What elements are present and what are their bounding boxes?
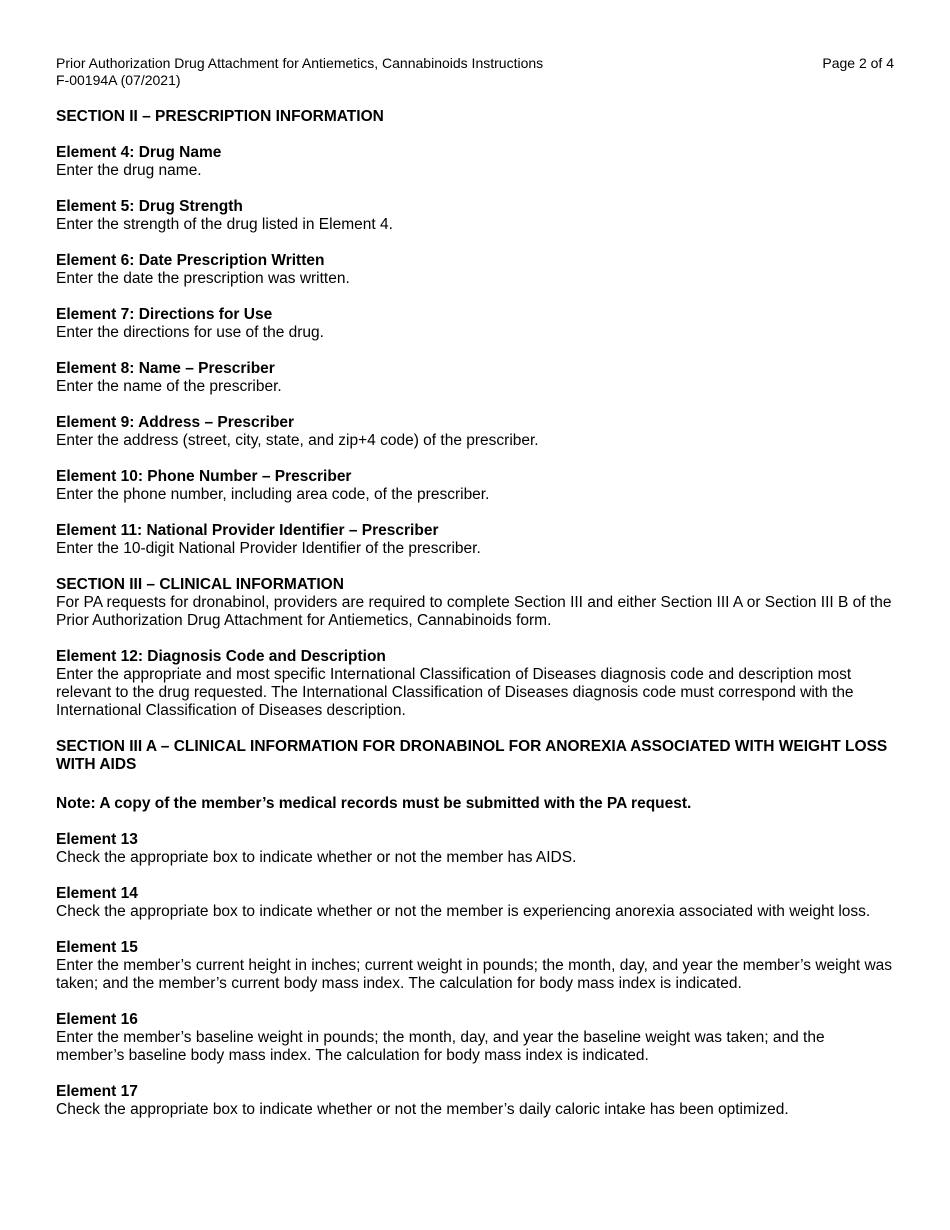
element-12-title: Element 12: Diagnosis Code and Description: [56, 648, 386, 665]
page-number: Page 2 of 4: [822, 55, 894, 71]
medical-records-note: Note: A copy of the member’s medical records must be submitted with the PA request.: [56, 795, 692, 812]
element-17-title: Element 17: [56, 1083, 138, 1100]
element-17-text: Check the appropriate box to indicate whether or not the member’s daily caloric intake has been optimized.: [56, 1101, 789, 1118]
element-12-block: [56, 648, 894, 720]
element-6-text: Enter the date the prescription was written.: [56, 270, 350, 287]
element-9-text: Enter the address (street, city, state, and zip+4 code) of the prescriber.: [56, 432, 539, 449]
element-5-block: [56, 198, 894, 234]
element-16-text: Enter the member’s baseline weight in pounds; the month, day, and year the baseline weight was taken; and the member’s baseline body mass index. The calculation for body mass index is indicated.: [56, 1029, 825, 1064]
element-10-title: Element 10: Phone Number – Prescriber: [56, 468, 352, 485]
element-7-title: Element 7: Directions for Use: [56, 306, 273, 323]
document-title: Prior Authorization Drug Attachment for Antiemetics, Cannabinoids Instructions: [56, 55, 544, 71]
element-12-text: Enter the appropriate and most specific International Classification of Diseases diagnosis code and description most relevant to the drug requested. The International Classification of Diseases diagnosis code must correspond with the International Classification of Diseases description.: [56, 666, 854, 719]
element-15-title: Element 15: [56, 939, 138, 956]
element-4-text: Enter the drug name.: [56, 162, 202, 179]
section-3-title: SECTION III – CLINICAL INFORMATION: [56, 576, 344, 593]
section-3-intro: For PA requests for dronabinol, providers are required to complete Section III and either Section III A or Section III B of the Prior Authorization Drug Attachment for Antiemetics, Cannabinoids form.: [56, 594, 892, 629]
element-13-title: Element 13: [56, 831, 138, 848]
element-13-text: Check the appropriate box to indicate whether or not the member has AIDS.: [56, 849, 577, 866]
element-15-block: [56, 939, 894, 993]
element-11-text: Enter the 10-digit National Provider Identifier of the prescriber.: [56, 540, 481, 557]
element-4-block: [56, 144, 894, 180]
form-code: F-00194A (07/2021): [56, 72, 181, 88]
section-3a-title: SECTION III A – CLINICAL INFORMATION FOR DRONABINOL FOR ANOREXIA ASSOCIATED WITH WEIGHT LOSS WITH AIDS: [56, 738, 888, 773]
element-8-block: [56, 360, 894, 396]
element-13-block: [56, 831, 894, 867]
element-15-text: Enter the member’s current height in inches; current weight in pounds; the month, day, and year the member’s weight was taken; and the member’s current body mass index. The calculation for body mass index is indicated.: [56, 957, 893, 992]
element-4-title: Element 4: Drug Name: [56, 144, 222, 161]
element-7-block: [56, 306, 894, 342]
element-8-text: Enter the name of the prescriber.: [56, 378, 282, 395]
element-14-block: [56, 885, 894, 921]
element-11-block: [56, 522, 894, 558]
element-8-title: Element 8: Name – Prescriber: [56, 360, 275, 377]
element-5-text: Enter the strength of the drug listed in Element 4.: [56, 216, 393, 233]
section-2-title: SECTION II – PRESCRIPTION INFORMATION: [56, 108, 384, 125]
section-3-block: [56, 576, 894, 630]
element-7-text: Enter the directions for use of the drug.: [56, 324, 324, 341]
element-10-block: [56, 468, 894, 504]
element-6-title: Element 6: Date Prescription Written: [56, 252, 325, 269]
element-5-title: Element 5: Drug Strength: [56, 198, 243, 215]
element-14-text: Check the appropriate box to indicate whether or not the member is experiencing anorexia associated with weight loss.: [56, 903, 871, 920]
element-9-block: [56, 414, 894, 450]
page-header: [56, 55, 894, 89]
element-6-block: [56, 252, 894, 288]
element-16-block: [56, 1011, 894, 1065]
element-17-block: [56, 1083, 894, 1119]
element-9-title: Element 9: Address – Prescriber: [56, 414, 295, 431]
element-14-title: Element 14: [56, 885, 138, 902]
element-10-text: Enter the phone number, including area code, of the prescriber.: [56, 486, 490, 503]
element-11-title: Element 11: National Provider Identifier – Prescriber: [56, 522, 439, 539]
element-16-title: Element 16: [56, 1011, 138, 1028]
